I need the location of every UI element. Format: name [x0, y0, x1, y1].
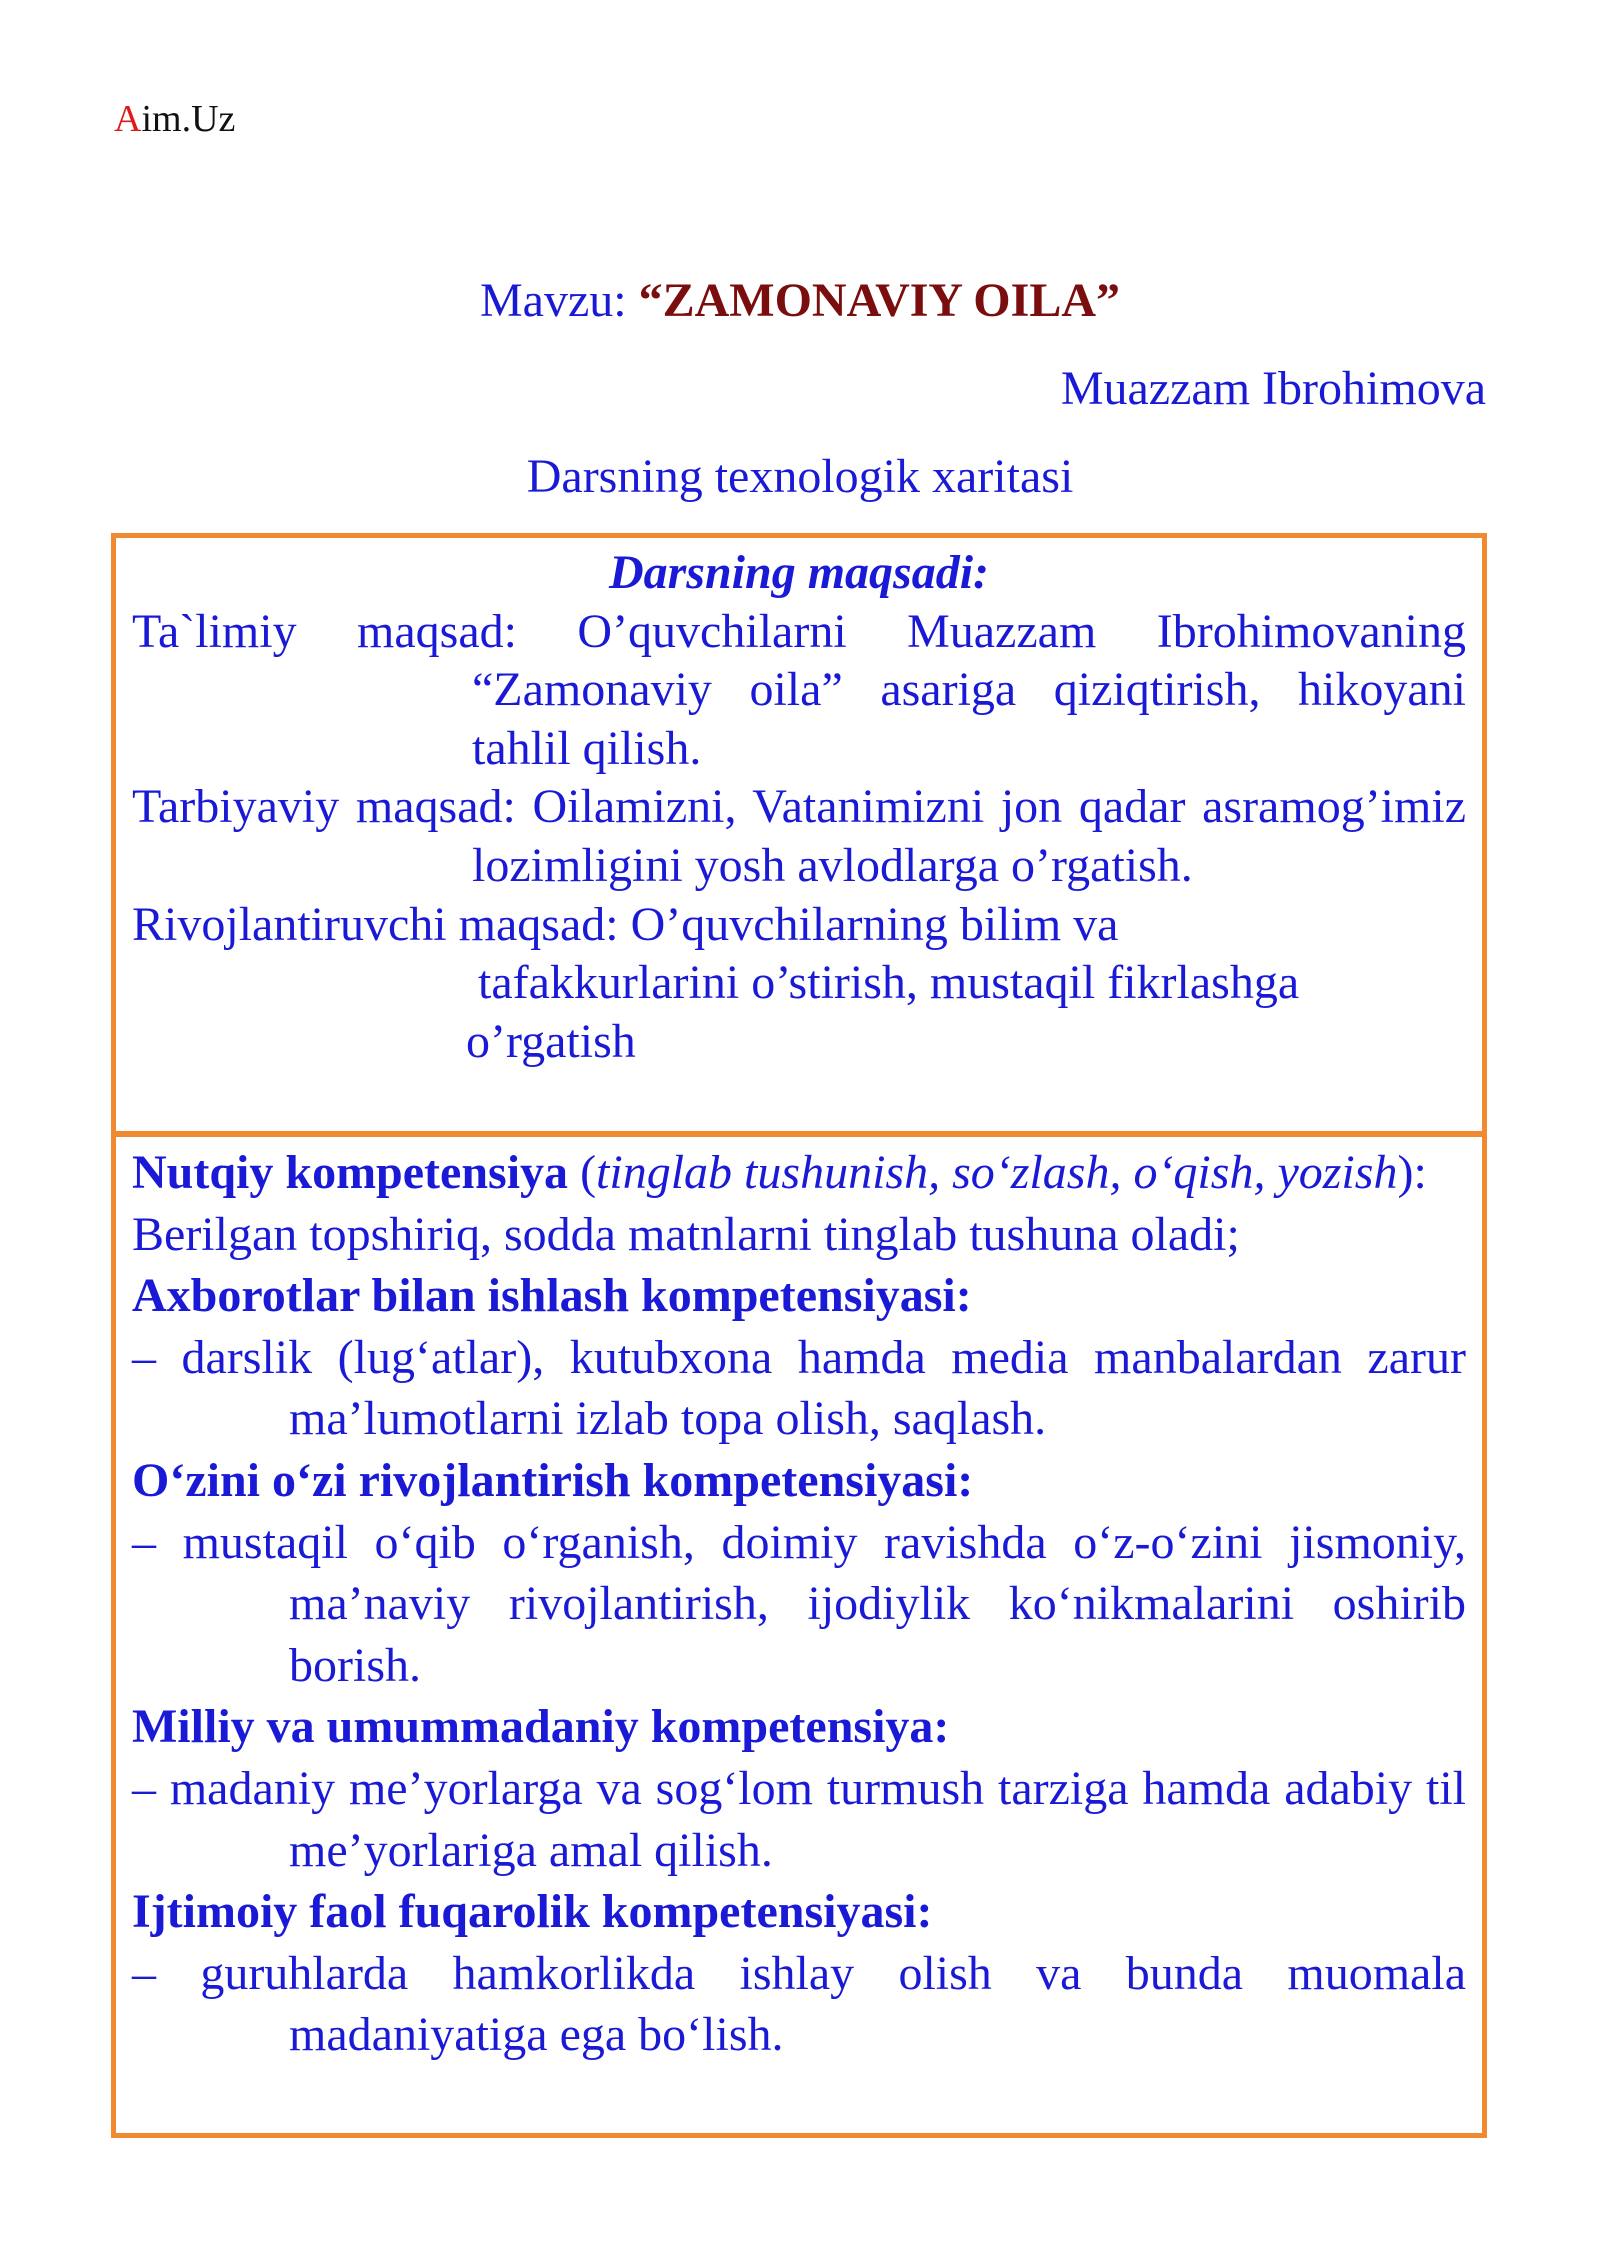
goal-upbringing: Tarbiyaviy maqsad: Oilamizni, Vatanimizni jon qadar asramog’imiz lozimligini yosh avlodlarga o’rgatish. — [132, 780, 1466, 892]
self-development-competency-description: – mustaqil o‘qib o‘rganish, doimiy ravishda o‘z-o‘zini jismoniy, ma’naviy rivojlantirish, ijodiylik ko‘nikmalarini oshirib borish. — [132, 1515, 1466, 1692]
speech-competency-skills: tinglab tushunish, so‘zlash, o‘qish, yozish — [596, 1146, 1398, 1199]
goal-developmental-line3: o’rgatish — [466, 1014, 636, 1068]
topic-prefix: Mavzu: — [479, 274, 639, 327]
logo-text: im.Uz — [141, 98, 236, 140]
goal-developmental-line1: Rivojlantiruvchi maqsad: O’quvchilarning bilim va — [132, 897, 1119, 951]
civic-competency-title: Ijtimoiy faol fuqarolik kompetensiyasi: — [132, 1885, 933, 1939]
topic-title: “ZAMONAVIY OILA” — [638, 274, 1120, 327]
self-development-competency-title: O‘zini o‘zi rivojlantirish kompetensiyasi: — [132, 1453, 974, 1507]
goal-developmental-line2: tafakkurlarini o’stirish, mustaqil fikrlashga — [478, 956, 1300, 1010]
page-title — [0, 272, 1600, 330]
author-name: Muazzam Ibrohimova — [1060, 362, 1486, 415]
speech-close-paren: ): — [1397, 1146, 1427, 1199]
speech-competency — [132, 1142, 1466, 1204]
site-logo — [114, 100, 235, 138]
civic-competency-description: – guruhlarda hamkorlikda ishlay olish va bunda muomala madaniyatiga ega bo‘lish. — [132, 1946, 1466, 2062]
logo-first-letter: A — [114, 98, 142, 140]
speech-competency-title: Nutqiy kompetensiya — [132, 1146, 569, 1199]
goals-heading: Darsning maqsadi: — [608, 546, 990, 599]
info-competency-title: Axborotlar bilan ishlash kompetensiyasi: — [132, 1269, 972, 1323]
goal-educational: Ta`limiy maqsad: O’quvchilarni Muazzam Ibrohimovaning “Zamonaviy oila” asariga qiziqtirish, hikoyani tahlil qilish. — [132, 604, 1466, 775]
culture-competency-description: – madaniy me’yorlarga va sog‘lom turmush tarziga hamda adabiy til me’yorlariga amal qilish. — [132, 1761, 1466, 1877]
speech-open-paren: ( — [568, 1146, 597, 1199]
competencies-box — [111, 1131, 1487, 2138]
speech-competency-description: Berilgan topshiriq, sodda matnlarni tinglab tushuna oladi; — [132, 1207, 1240, 1261]
document-subtitle: Darsning texnologik xaritasi — [526, 450, 1074, 503]
culture-competency-title: Milliy va umummadaniy kompetensiya: — [132, 1700, 950, 1754]
info-competency-description: – darslik (lug‘atlar), kutubxona hamda media manbalardan zarur ma’lumotlarni izlab topa olish, saqlash. — [132, 1330, 1466, 1446]
lesson-goals-box — [111, 533, 1487, 1137]
